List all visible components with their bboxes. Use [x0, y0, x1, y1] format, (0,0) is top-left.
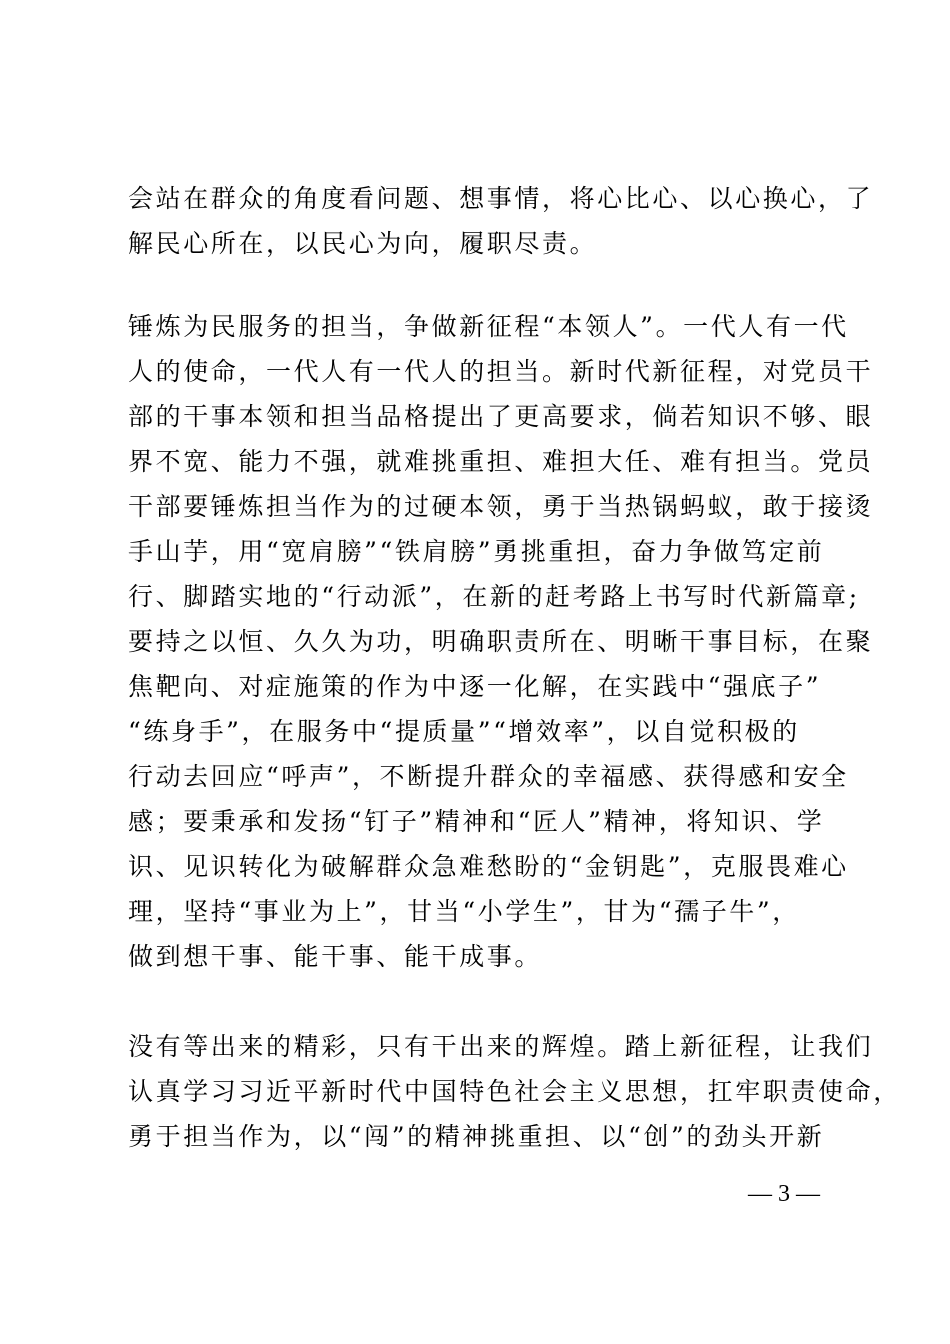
paragraph-1: [128, 176, 874, 266]
paragraph-line: 行、脚踏实地的“行动派”，在新的赶考路上书写时代新篇章;: [128, 582, 860, 611]
paragraph-line: 要持之以恒、久久为功，明确职责所在、明晰干事目标，在聚: [128, 627, 874, 656]
paragraph-line: 解民心所在，以民心为向，履职尽责。: [128, 229, 598, 258]
paragraph-line: 干部要锤炼担当作为的过硬本领，勇于当热锅蚂蚁，敢于接烫: [128, 492, 874, 521]
paragraph-line: 手山芋，用“宽肩膀”“铁肩膀”勇挑重担，奋力争做笃定前: [128, 537, 825, 566]
paragraph-line: 理，坚持“事业为上”，甘当“小学生”，甘为“孺子牛”，: [128, 897, 800, 926]
paragraph-line: 做到想干事、能干事、能干成事。: [128, 942, 543, 971]
paragraph-line: 勇于担当作为，以“闯”的精神挑重担、以“创”的劲头开新: [128, 1122, 825, 1151]
paragraph-line: 焦靶向、对症施策的作为中逐一化解，在实践中“强底子”: [128, 672, 822, 701]
paragraph-line: 界不宽、能力不强，就难挑重担、难担大任、难有担当。党员: [128, 447, 874, 476]
paragraph-line: 没有等出来的精彩，只有干出来的辉煌。踏上新征程，让我们: [128, 1032, 874, 1061]
paragraph-line: “练身手”，在服务中“提质量”“增效率”，以自觉积极的: [128, 717, 800, 746]
paragraph-line: 感；要秉承和发扬“钉子”精神和“匠人”精神，将知识、学: [128, 807, 825, 836]
paragraph-line: 行动去回应“呼声”，不断提升群众的幸福感、获得感和安全: [128, 762, 849, 791]
paragraph-line: 部的干事本领和担当品格提出了更高要求，倘若知识不够、眼: [128, 402, 874, 431]
paragraph-line: 人的使命，一代人有一代人的担当。新时代新征程，对党员干: [128, 357, 874, 386]
paragraph-line: 识、见识转化为破解群众急难愁盼的“金钥匙”，克服畏难心: [128, 852, 849, 881]
paragraph-2: [128, 304, 874, 979]
paragraph-line: 锤炼为民服务的担当，争做新征程“本领人”。一代人有一代: [128, 312, 849, 341]
paragraph-3: [128, 1024, 901, 1159]
paragraph-line: 认真学习习近平新时代中国特色社会主义思想，扛牢职责使命，: [128, 1077, 901, 1106]
paragraph-line: 会站在群众的角度看问题、想事情，将心比心、以心换心，了: [128, 184, 874, 213]
page-number: — 3 —: [748, 1181, 820, 1207]
